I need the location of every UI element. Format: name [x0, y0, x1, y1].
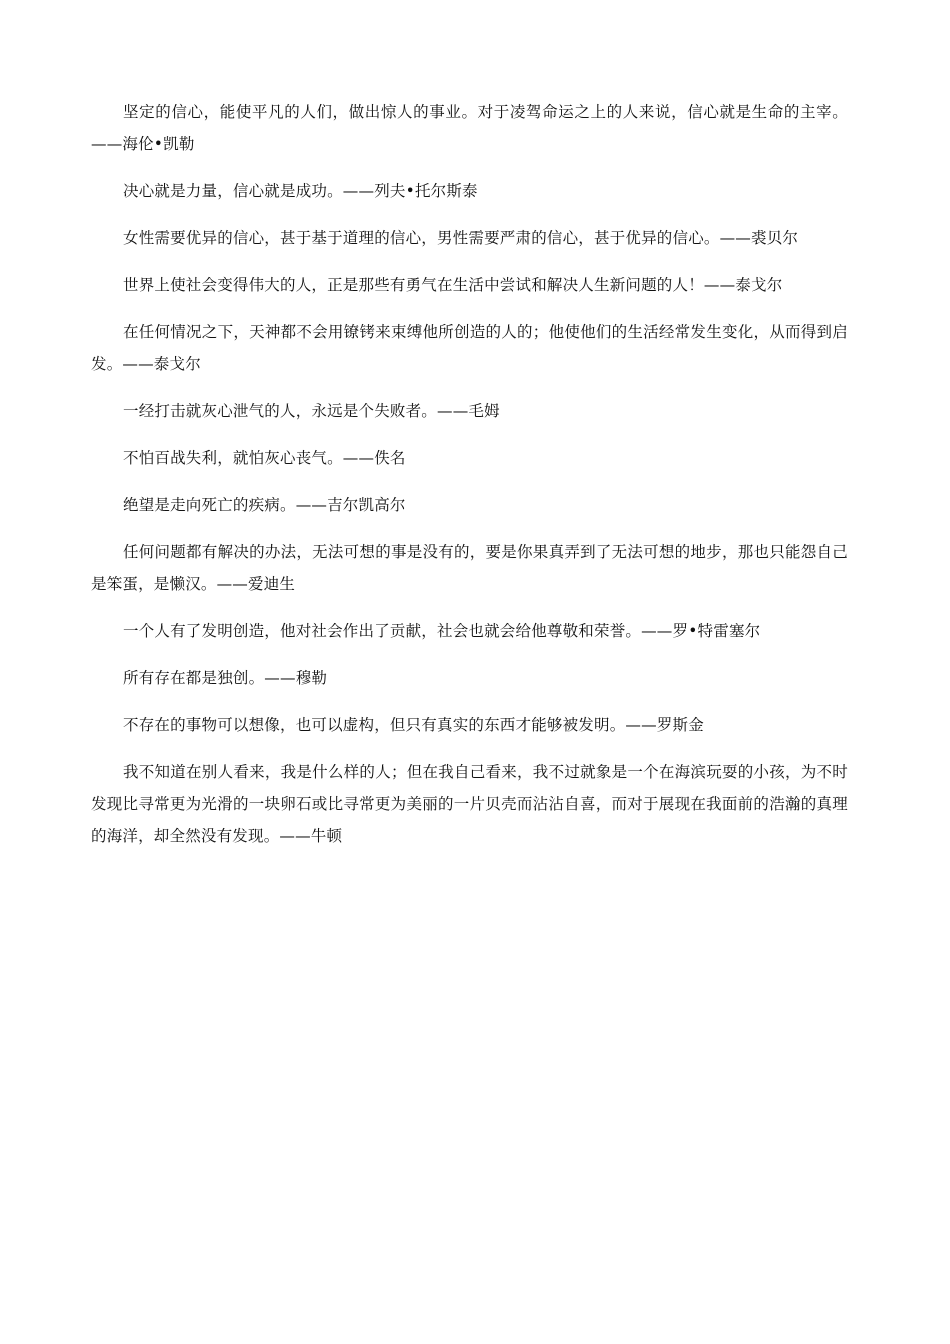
quote-paragraph: 我不知道在别人看来，我是什么样的人；但在我自己看来，我不过就象是一个在海滨玩耍的小孩，为不时发现比寻常更为光滑的一块卵石或比寻常更为美丽的一片贝壳而沾沾自喜，而对于展现在我面前的浩瀚的真理的海洋，却全然没有发现。——牛顿 [91, 763, 848, 845]
quote-paragraph: 不存在的事物可以想像，也可以虚构，但只有真实的东西才能够被发明。——罗斯金 [123, 716, 704, 734]
quote-paragraph: 世界上使社会变得伟大的人，正是那些有勇气在生活中尝试和解决人生新问题的人！——泰戈尔 [123, 276, 783, 294]
quote-paragraph: 女性需要优异的信心，甚于基于道理的信心，男性需要严肃的信心，甚于优异的信心。——裘贝尔 [123, 229, 799, 247]
quote-paragraph: 一经打击就灰心泄气的人，永远是个失败者。——毛姆 [123, 402, 500, 420]
document-body [91, 96, 848, 867]
quote-paragraph: 所有存在都是独创。——穆勒 [123, 669, 328, 687]
quote-paragraph: 绝望是走向死亡的疾病。——吉尔凯高尔 [123, 496, 406, 514]
quote-paragraph: 任何问题都有解决的办法，无法可想的事是没有的，要是你果真弄到了无法可想的地步，那也只能怨自己是笨蛋，是懒汉。——爱迪生 [91, 543, 848, 593]
quote-paragraph: 决心就是力量，信心就是成功。——列夫•托尔斯泰 [123, 182, 478, 200]
quote-paragraph: 在任何情况之下，天神都不会用镣铐来束缚他所创造的人的；他使他们的生活经常发生变化，从而得到启发。——泰戈尔 [91, 323, 848, 373]
quote-paragraph: 坚定的信心，能使平凡的人们，做出惊人的事业。对于凌驾命运之上的人来说，信心就是生命的主宰。——海伦•凯勒 [91, 103, 848, 153]
quote-paragraph: 一个人有了发明创造，他对社会作出了贡献，社会也就会给他尊敬和荣誉。——罗•特雷塞尔 [123, 622, 761, 640]
quote-paragraph: 不怕百战失利，就怕灰心丧气。——佚名 [123, 449, 406, 467]
